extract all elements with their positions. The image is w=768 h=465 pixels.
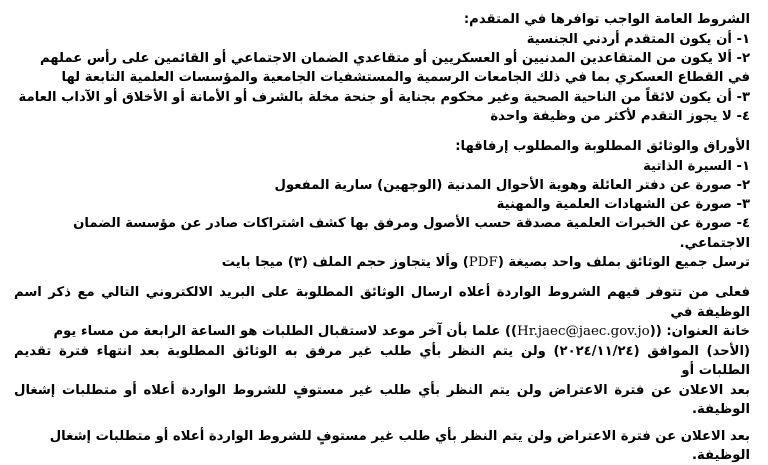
contact-email: Hr.jaec@jaec.gov.jo — [517, 324, 650, 340]
pdf-format-label: PDF — [468, 254, 498, 270]
list-item: ٤- لا يجوز التقدم لأكثر من وظيفة واحدة — [490, 108, 750, 124]
list-item: ٤- صورة عن الخبرات العلمية مصدقة حسب الأصول ومرفق بها كشف اشتراكات صادر عن مؤسسة الضمان الاجتماعي. — [73, 216, 750, 251]
section-divider-space-2 — [14, 272, 750, 283]
instructions-line-3: (الأحد) الموافق (٢٠٢٤/١١/٢٤) ولن يتم النظر بأي طلب غير مرفق به الوثائق المطلوبة بعد انتهاء فترة تقديم الطلبات أو — [14, 343, 750, 379]
paragraph-space — [14, 420, 750, 427]
conditions-title: الشروط العامة الواجب توافرها في المتقدم: — [463, 12, 750, 27]
section-divider-space — [14, 126, 750, 137]
list-item: ١- أن يكون المتقدم أردني الجنسية — [526, 32, 750, 48]
file-format-note-prefix: ترسل جميع الوثائق بملف واحد بصيغة ( — [497, 254, 750, 270]
instructions-line-4: بعد الاعلان عن فترة الاعتراض ولن يتم النظر بأي طلب غير مستوفٍ للشروط الواردة أعلاه أو متطلبات إشغال الوظيفة. — [14, 382, 750, 418]
file-format-note-suffix: ) وألا يتجاوز حجم الملف (٣) ميجا بايت — [221, 254, 469, 270]
conditions-section — [14, 10, 750, 126]
address-field-label: خانة العنوان: (( — [649, 324, 750, 340]
instructions-line-2 — [14, 322, 750, 342]
conditions-list — [14, 30, 750, 126]
instructions-line-2-suffix: )) علما بأن آخر موعد لاستقبال الطلبات هو الساعة الرابعة من مساء يوم — [53, 324, 518, 340]
instructions-line-1: فعلى من تتوفر فيهم الشروط الواردة أعلاه ارسال الوثائق المطلوبة على البريد الالكتروني التالي مع ذكر اسم الوظيفة في — [14, 285, 750, 320]
required-documents-section — [14, 137, 750, 273]
list-item: ٣- صورة عن الشهادات العلمية والمهنية — [496, 197, 750, 213]
instructions-section — [14, 283, 750, 465]
instructions-line-5: بعد الاعلان عن فترة الاعتراض ولن يتم النظر بأي طلب غير مستوفٍ للشروط الواردة أعلاه أو متطلبات إشغال الوظيفة. — [49, 428, 750, 463]
file-format-note — [14, 253, 750, 273]
list-item: ١- السيرة الذاتية — [643, 158, 750, 174]
required-documents-title: الأوراق والوثائق المطلوبة والمطلوب إرفاقها: — [455, 138, 750, 154]
list-item: ٢- صورة عن دفتر العائلة وهوية الأحوال المدنية (الوجهين) سارية المفعول — [274, 178, 750, 194]
list-item: ٣- أن يكون لائقاً من الناحية الصحية وغير محكوم بجناية أو جنحة مخلة بالشرف أو الأمانة أو الأخلاق أو الآداب العامة — [18, 89, 750, 105]
list-item: ٢- ألا يكون من المتقاعدين المدنيين أو العسكريين أو متقاعدي الضمان الاجتماعي أو القائمين على رأس عملهم في القطاع العسكري بما في ذلك الجامعات الرسمية والمستشفيات الجامعية والمؤسسات العلمية التابعة لها — [39, 51, 750, 86]
required-documents-list — [14, 157, 750, 253]
